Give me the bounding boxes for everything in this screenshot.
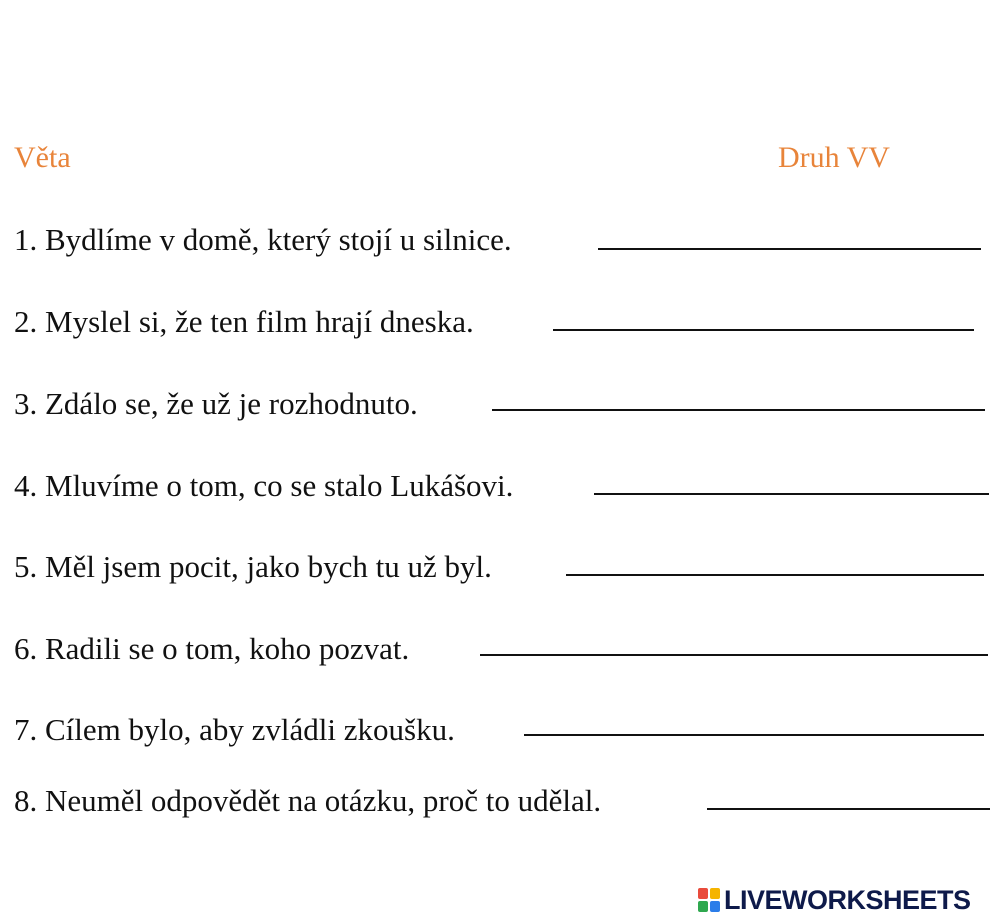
liveworksheets-logo — [698, 884, 971, 916]
column-header-sentence: Věta — [14, 141, 71, 174]
sentence-6: 6. Radili se o tom, koho pozvat. — [14, 631, 410, 666]
sentence-5: 5. Měl jsem pocit, jako bych tu už byl. — [14, 549, 492, 584]
answer-blank-2[interactable] — [553, 329, 974, 331]
answer-blank-5[interactable] — [566, 574, 984, 576]
sentence-1: 1. Bydlíme v domě, který stojí u silnice. — [14, 222, 512, 257]
answer-blank-1[interactable] — [598, 248, 981, 250]
liveworksheets-logo-icon — [698, 888, 720, 912]
answer-blank-8[interactable] — [707, 808, 990, 810]
answer-blank-6[interactable] — [480, 654, 988, 656]
sentence-8: 8. Neuměl odpovědět na otázku, proč to udělal. — [14, 783, 602, 818]
column-header-type: Druh VV — [778, 141, 890, 174]
sentence-2: 2. Myslel si, že ten film hrají dneska. — [14, 304, 474, 339]
answer-blank-7[interactable] — [524, 734, 984, 736]
sentence-3: 3. Zdálo se, že už je rozhodnuto. — [14, 386, 418, 421]
sentence-4: 4. Mluvíme o tom, co se stalo Lukášovi. — [14, 468, 514, 503]
answer-blank-3[interactable] — [492, 409, 985, 411]
sentence-7: 7. Cílem bylo, aby zvládli zkoušku. — [14, 712, 455, 747]
logo-text: LIVEWORKSHEETS — [724, 884, 971, 915]
answer-blank-4[interactable] — [594, 493, 989, 495]
